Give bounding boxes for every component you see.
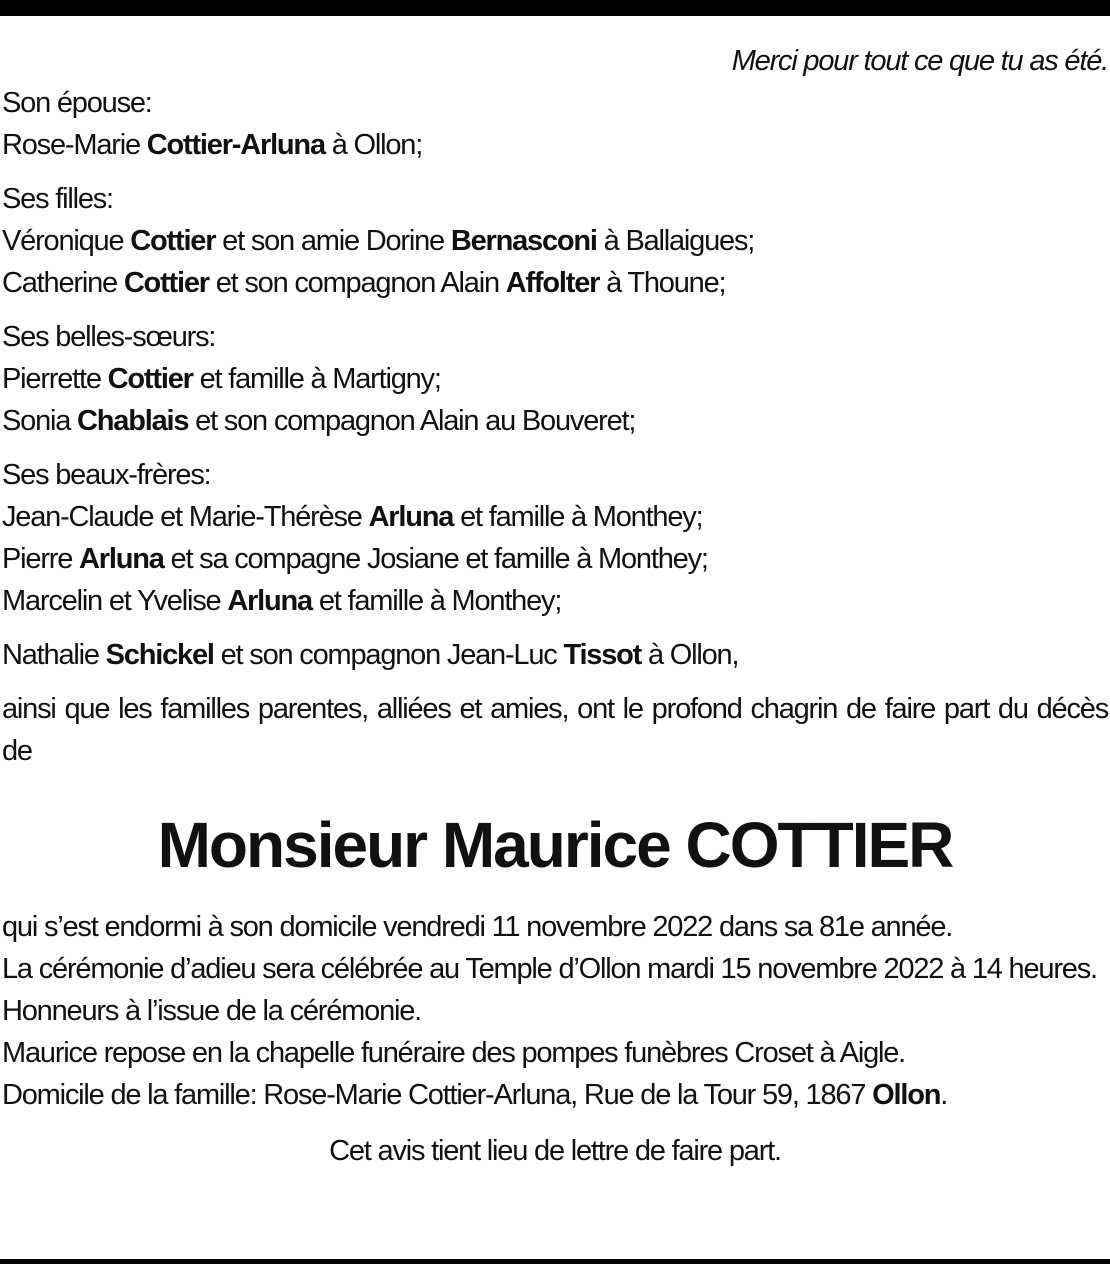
daughter-line: Catherine Cottier et son compagnon Alain Affolter à Thoune; (2, 267, 726, 299)
spouse-section (2, 82, 1108, 166)
honours-text: Honneurs à l’issue de la cérémonie. (2, 995, 422, 1027)
brothers-in-law-heading: Ses beaux-frères: (2, 459, 211, 491)
spouse-firstname: Rose-Marie (2, 129, 147, 161)
domicile-town: Ollon (872, 1079, 941, 1111)
closing-note: Cet avis tient lieu de lettre de faire part. (329, 1135, 781, 1167)
spouse-heading: Son épouse: (2, 87, 152, 119)
other-relatives-section (2, 634, 1108, 676)
other-relative-line: Nathalie Schickel et son compagnon Jean-Luc Tissot à Ollon, (2, 639, 739, 671)
resting-place-text: Maurice repose en la chapelle funéraire des pompes funèbres Croset à Aigle. (2, 1037, 906, 1069)
bottom-rule (0, 1259, 1110, 1264)
brother-in-law-line: Pierre Arluna et sa compagne Josiane et famille à Monthey; (2, 543, 708, 575)
sister-in-law-line: Sonia Chablais et son compagnon Alain au Bouveret; (2, 405, 636, 437)
spouse-surname: Cottier-Arluna (146, 129, 325, 161)
deceased-name: Monsieur Maurice COTTIER (157, 809, 953, 881)
daughters-section (2, 178, 1108, 304)
spouse-place: à Ollon; (324, 129, 423, 161)
sisters-in-law-section (2, 316, 1108, 442)
brothers-in-law-section (2, 454, 1108, 622)
family-domicile-text: Domicile de la famille: Rose-Marie Cottier-Arluna, Rue de la Tour 59, 1867 Ollon. (2, 1079, 948, 1111)
daughter-line: Véronique Cottier et son amie Dorine Bernasconi à Ballaigues; (2, 225, 755, 257)
ceremony-text: La cérémonie d’adieu sera célébrée au Temple d’Ollon mardi 15 novembre 2022 à 14 heures. (2, 953, 1097, 985)
obituary-notice (2, 40, 1108, 1172)
spouse-line (2, 124, 1108, 166)
announcement-text: ainsi que les familles parentes, alliées et amies, ont le profond chagrin de faire part du décès de (2, 693, 1108, 767)
sisters-in-law-heading: Ses belles-sœurs: (2, 321, 216, 353)
passing-text: qui s’est endormi à son domicile vendredi 11 novembre 2022 dans sa 81e année. (2, 911, 953, 943)
brother-in-law-line: Marcelin et Yvelise Arluna et famille à Monthey; (2, 585, 562, 617)
top-rule (0, 0, 1110, 16)
sister-in-law-line: Pierrette Cottier et famille à Martigny; (2, 363, 441, 395)
motto: Merci pour tout ce que tu as été. (731, 45, 1108, 77)
daughters-heading: Ses filles: (2, 183, 113, 215)
brother-in-law-line: Jean-Claude et Marie-Thérèse Arluna et famille à Monthey; (2, 501, 703, 533)
